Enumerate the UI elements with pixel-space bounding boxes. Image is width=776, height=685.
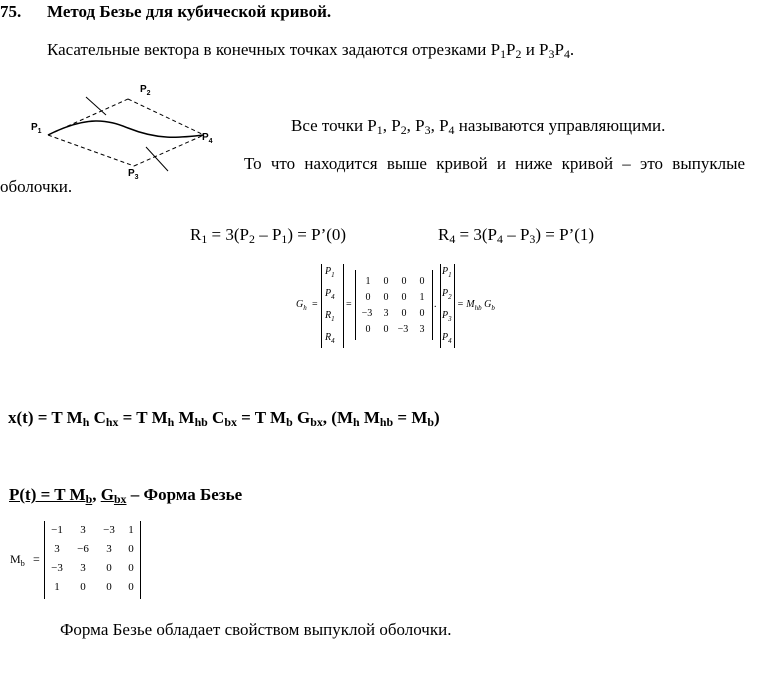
matrix-cell: 0 bbox=[383, 324, 389, 335]
mb-cell: 3 bbox=[80, 562, 86, 574]
matrix-cell: 0 bbox=[401, 308, 407, 319]
mb-cell: 1 bbox=[54, 581, 60, 593]
bezier-curve-figure bbox=[28, 80, 228, 185]
gh-rhs: = $M_{hb}$ $G_b$ bbox=[457, 299, 495, 312]
equation-r4: $R_4 = 3(P_4 - P_3)$ = P’(1) bbox=[438, 225, 595, 246]
right-vector-entry: $P_2$ bbox=[442, 288, 452, 301]
left-vector-bar-r bbox=[343, 264, 344, 348]
left-vector-entry: $R_4$ bbox=[325, 332, 335, 345]
gh-equals: = bbox=[312, 299, 318, 310]
mb-cell: −6 bbox=[77, 543, 89, 555]
gh-equals-2: = bbox=[346, 299, 352, 310]
mb-cell: 3 bbox=[106, 543, 112, 555]
mb-bar-r bbox=[140, 521, 141, 599]
mb-cell: 1 bbox=[128, 524, 134, 536]
matrix-dot: . bbox=[434, 299, 437, 310]
bezier-form-formula: P(t) = T $M_b$, $G_{bx}$ – Форма Безье bbox=[9, 485, 243, 506]
mb-cell: 3 bbox=[80, 524, 86, 536]
mb-cell: 0 bbox=[128, 543, 134, 555]
mb-equals: = bbox=[33, 552, 40, 566]
section-number: 75. bbox=[0, 2, 22, 21]
convex-hull-dashed-lines bbox=[48, 99, 204, 166]
right-vector-entry: $P_1$ bbox=[442, 266, 452, 279]
right-vector-bar-r bbox=[454, 264, 455, 348]
mb-cell: −3 bbox=[51, 562, 63, 574]
matrix-cell: −3 bbox=[361, 308, 373, 319]
mb-cell: 0 bbox=[128, 562, 134, 574]
control-points-text: Все точки $P_1$, $P_2$, $P_3$, $P_4$ называются управляющими. bbox=[291, 116, 666, 137]
matrix-bar-l bbox=[355, 270, 356, 340]
matrix-cell: 0 bbox=[401, 276, 407, 287]
section-title: Метод Безье для кубической кривой. bbox=[47, 2, 332, 21]
mb-cell: 3 bbox=[54, 543, 60, 555]
conclusion-text: Форма Безье обладает свойством выпуклой оболочки. bbox=[60, 620, 452, 639]
matrix-cell: 1 bbox=[365, 276, 371, 287]
matrix-cell: 0 bbox=[383, 292, 389, 303]
label-p4: $P_4$ bbox=[202, 132, 213, 145]
equation-r1: $R_1 = 3(P_2 - P_1)$ = P’(0) bbox=[190, 225, 347, 246]
left-vector-entry: $R_1$ bbox=[325, 310, 335, 323]
right-vector-bar-l bbox=[440, 264, 441, 348]
mb-cell: 0 bbox=[128, 581, 134, 593]
convex-hull-text-line1: То что находится выше кривой и ниже кривой – это выпуклые bbox=[244, 154, 746, 173]
matrix-cell: 3 bbox=[383, 308, 389, 319]
right-vector-entry: $P_4$ bbox=[442, 332, 452, 345]
matrix-cell: 3 bbox=[419, 324, 425, 335]
matrix-cell: −3 bbox=[397, 324, 409, 335]
matrix-cell: 0 bbox=[383, 276, 389, 287]
label-p2: $P_2$ bbox=[140, 84, 151, 97]
left-vector-entry: $P_4$ bbox=[325, 288, 335, 301]
matrix-bar-r bbox=[432, 270, 433, 340]
mb-cell: −3 bbox=[103, 524, 115, 536]
mb-cell: −1 bbox=[51, 524, 63, 536]
convex-hull-text-line2: оболочки. bbox=[0, 177, 73, 196]
xt-formula: x(t) = T $M_h$ $C_{hx} = T$ $M_h$ $M_{hb}$ $C_{bx} = T$ $M_b$ $G_{bx}$, ($M_h$ $M_{hb} = M_b$) bbox=[8, 408, 440, 429]
matrix-cell: 0 bbox=[365, 292, 371, 303]
matrix-cell: 0 bbox=[419, 308, 425, 319]
matrix-cell: 0 bbox=[419, 276, 425, 287]
intro-paragraph: Касательные вектора в конечных точках задаются отрезками $P_1P_2$ и $P_3P_4$. bbox=[47, 40, 575, 61]
mb-cell: 0 bbox=[80, 581, 86, 593]
gh-lhs: $G_h$ bbox=[296, 299, 307, 312]
matrix-cell: 1 bbox=[419, 292, 425, 303]
mb-lhs: $M_b$ bbox=[10, 552, 25, 568]
label-p1: $P_1$ bbox=[31, 122, 42, 135]
label-p3: $P_3$ bbox=[128, 168, 139, 181]
mb-cell: 0 bbox=[106, 581, 112, 593]
matrix-cell: 0 bbox=[365, 324, 371, 335]
right-vector-entry: $P_3$ bbox=[442, 310, 452, 323]
left-vector-bar-l bbox=[321, 264, 322, 348]
mb-bar-l bbox=[44, 521, 45, 599]
left-vector-entry: $P_1$ bbox=[325, 266, 335, 279]
tangent-line-start bbox=[86, 97, 106, 115]
matrix-cell: 0 bbox=[401, 292, 407, 303]
mb-cell: 0 bbox=[106, 562, 112, 574]
